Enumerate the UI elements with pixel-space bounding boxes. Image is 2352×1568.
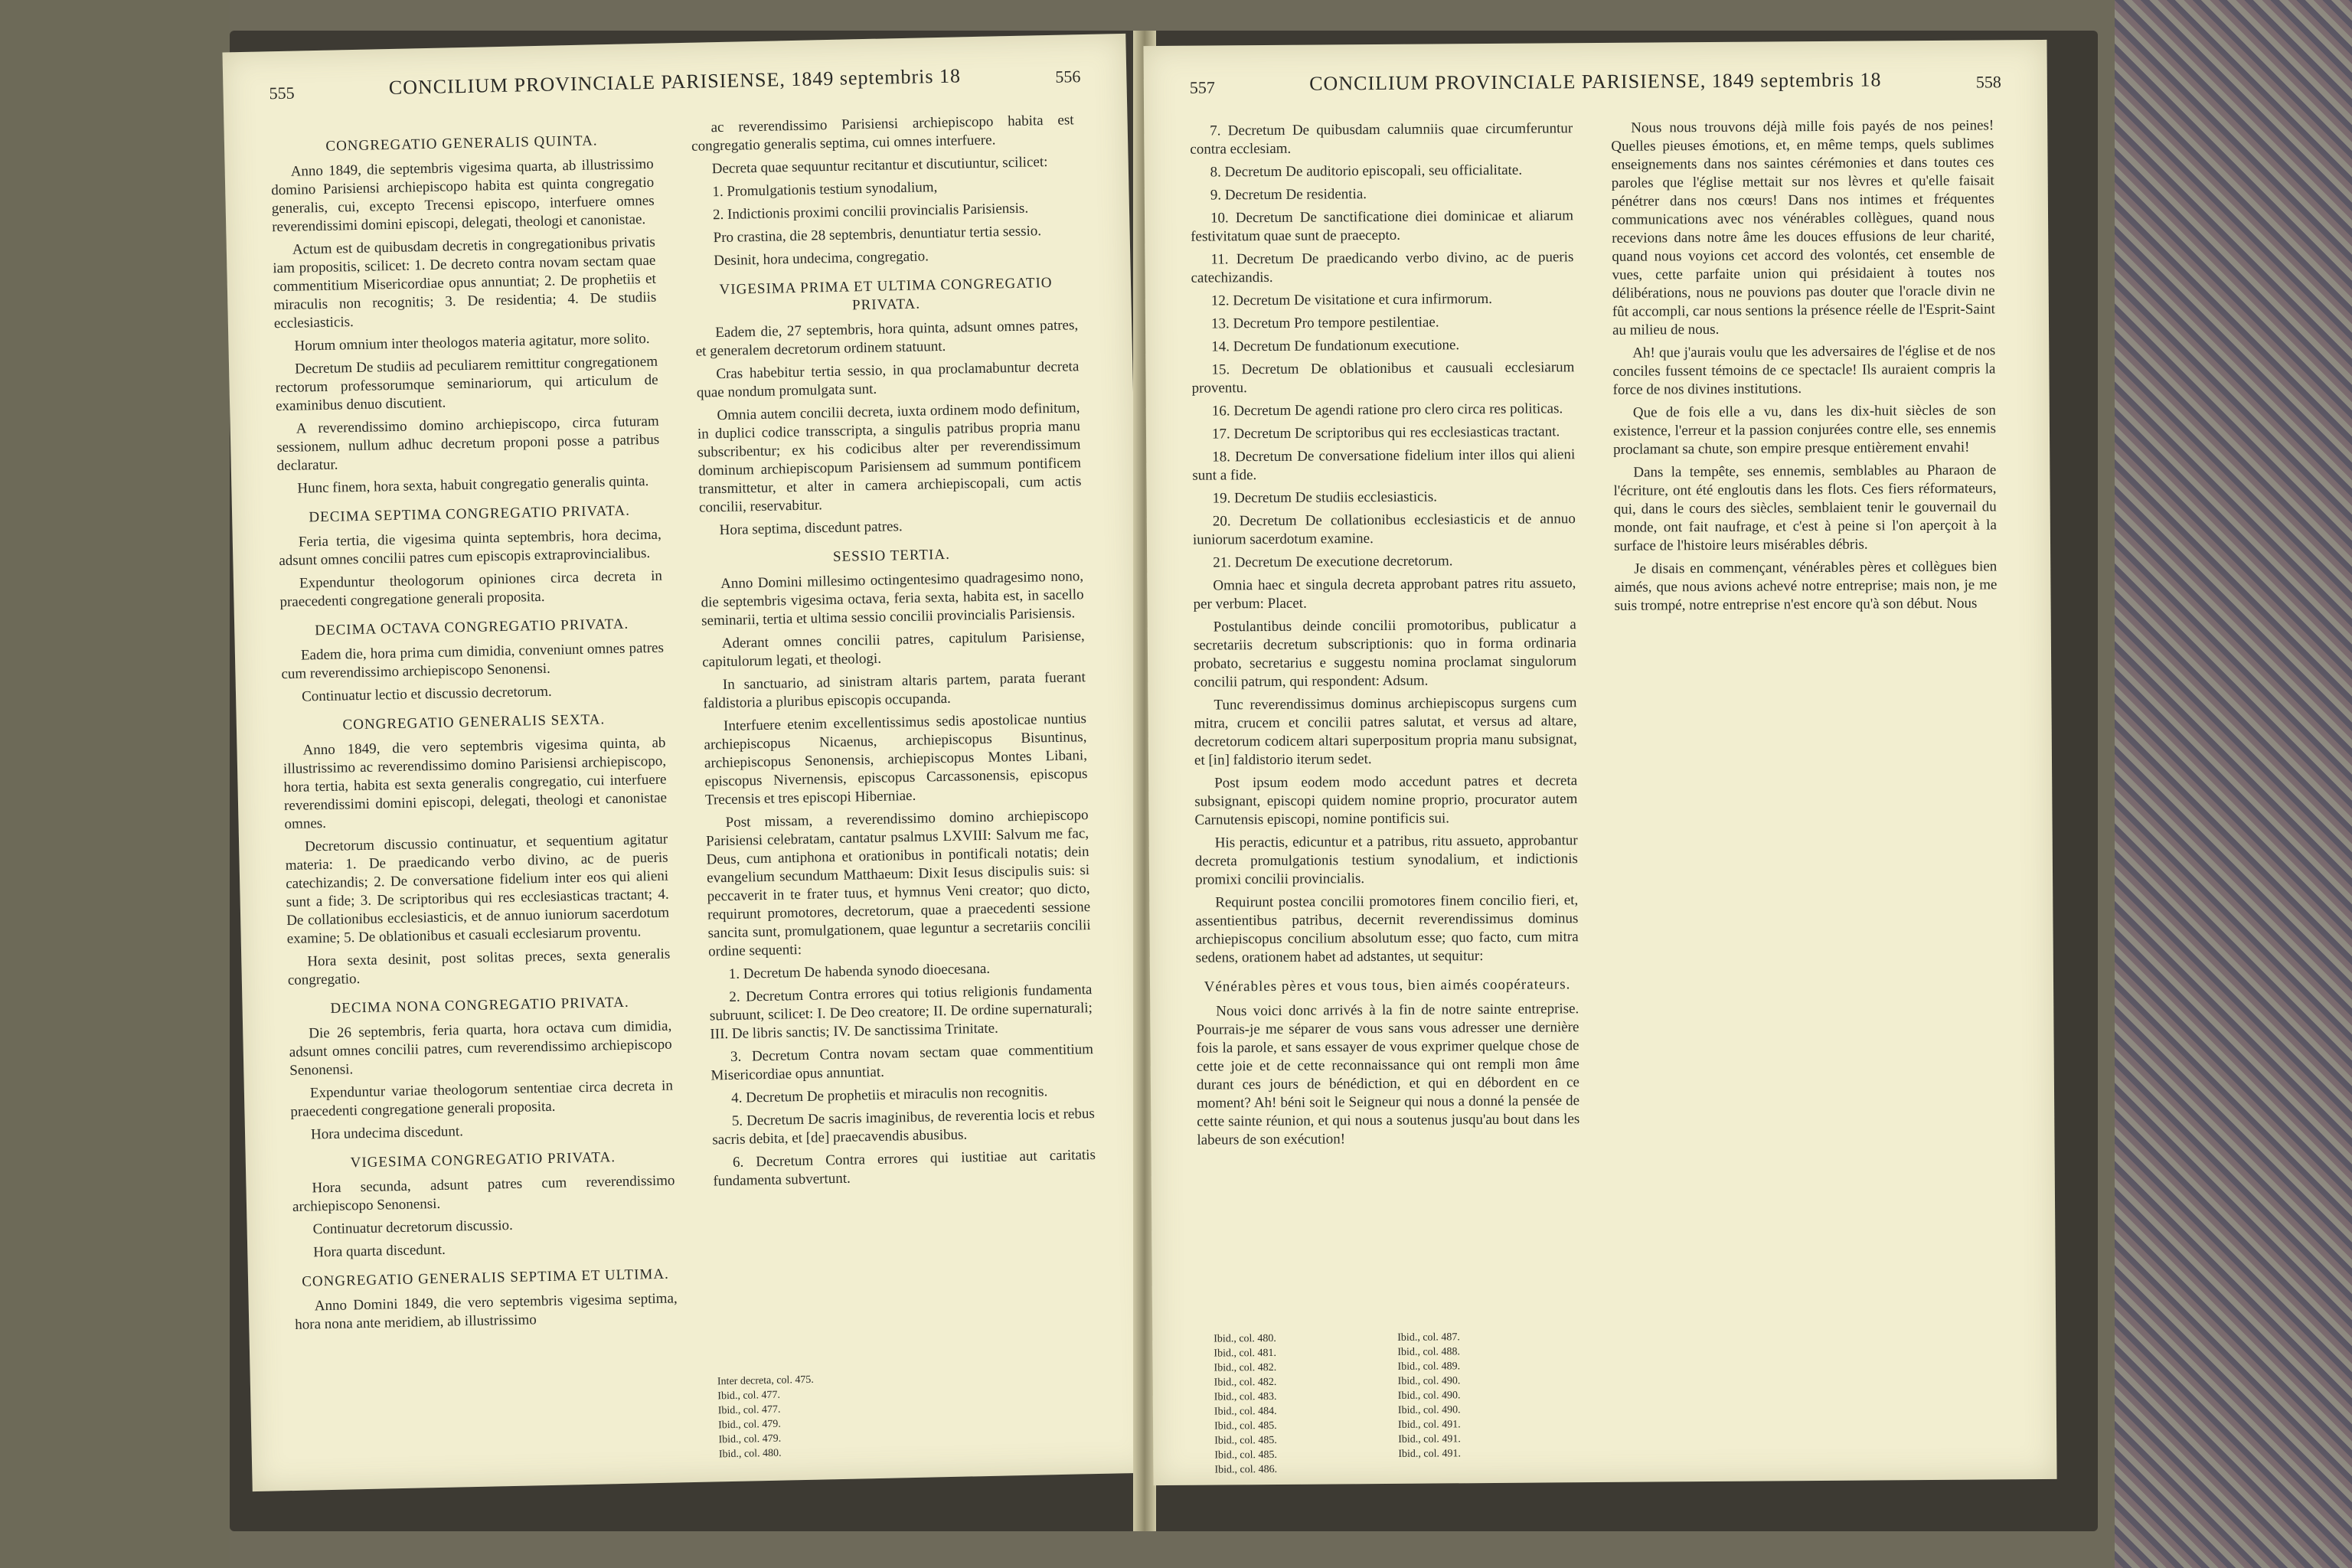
page-number-557: 557 [1189,77,1215,97]
paragraph: Die 26 septembris, feria quarta, hora octava cum dimidia, adsunt omnes concilii patres, cum reverendissimo archiepiscopo Senonensi. [289,1018,672,1080]
section-heading: VIGESIMA CONGREGATIO PRIVATA. [350,1149,616,1171]
paragraph: 14. Decretum De fundationum executione. [1211,337,1460,355]
right-page [1143,40,2056,1485]
footnote: Ibid., col. 491. [1398,1448,1462,1460]
paragraph: Expenduntur theologorum opiniones circa decreta in praecedenti congregatione generali proposita. [279,567,663,611]
paragraph: Hunc finem, hora sexta, habuit congregatio generalis quinta. [297,473,649,497]
paragraph: Omnia autem concilii decreta, iuxta ordinem modo definitum, in duplici codice transscripta, a singulis patribus propria manu subscribentur; ex his codicibus alter per reverendissimum dominum archiepiscopum Parisiensem ad summum pontificem transmittetur, et alter in camera archiepiscopali, cum actis concilii, reservabitur. [697,400,1082,516]
paragraph: Hora quarta discedunt. [313,1241,446,1261]
page-number-555: 555 [269,83,295,103]
paragraph: 21. Decretum De executione decretorum. [1213,553,1453,571]
left-page [222,34,1155,1491]
footnote: Ibid., col. 485. [1214,1449,1278,1462]
paragraph: Expenduntur variae theologorum sententiae circa decreta in praecedenti congregatione generali proposita. [290,1077,674,1120]
paragraph: Aderant omnes concilii patres, capitulum Parisiense, capitulorum legati, et theologi. [702,628,1085,671]
paragraph: Omnia haec et singula decreta approbant patres ritu assueto, per verbum: Placet. [1193,575,1576,612]
paragraph: 2. Decretum Contra errores qui totius religionis fundamenta subruunt, scilicet: I. De Deo creatore; II. De ordine supernaturali; III. De libris sanctis; IV. De sanctissima Trinitate. [709,982,1093,1043]
footnote: Ibid., col. 488. [1397,1346,1461,1358]
paragraph: Decreta quae sequuntur recitantur et discutiuntur, scilicet: [711,154,1048,178]
footnote: Ibid., col. 481. [1214,1347,1277,1360]
paragraph: Decretum De studiis ad peculiarem remittitur congregationem rectorum professorumque seminariorum, qui articulum de examinibus denuo discutient. [275,353,658,415]
left-page-footnotes [717,1373,815,1462]
background-left [0,0,230,1568]
section-heading: DECIMA NONA CONGREGATIO PRIVATA. [330,994,629,1017]
paragraph: Hora undecima discedunt. [310,1123,464,1143]
paragraph: 11. Decretum De praedicando verbo divino, ac de pueris catechizandis. [1191,249,1574,286]
footnote: Ibid., col. 483. [1214,1390,1277,1403]
paragraph: Que de fois elle a vu, dans les dix-huit siècles de son existence, l'erreur et la passion conjurées contre elle, ses ennemis proclamant sa chute, son empire presque entièrement envahi! [1612,402,1997,458]
page-number-558: 558 [1975,72,2001,92]
footnote: Ibid., col. 482. [1214,1376,1277,1389]
footnote: Ibid., col. 480. [718,1447,782,1461]
paragraph: Anno 1849, die vero septembris vigesima quinta, ab illustrissimo ac reverendissimo domino Parisiensi archiepiscopo, hora tertia, habita est sexta generalis congregatio, cui interfuere reverendissimi domini episcopi, delegati, theologi et canonistae omnes. [283,734,668,833]
paragraph: Postulantibus deinde concilii promotoribus, publicatur a secretariis decretum subscriptionis: quo in forma ordinaria probato, secretarius e suggestu nomina proclamat singulorum concilii patrum, qui respondent: Adsum. [1193,616,1577,691]
paragraph: Requirunt postea concilii promotores finem concilio fieri, et, assentientibus patribus, decernit reverendissimus dominus archiepiscopus concilium absolutum esse; quo facto, cum mitra sedens, orationem habet ad adstantes, ut sequitur: [1195,892,1579,966]
paragraph: Anno 1849, die septembris vigesima quarta, ab illustrissimo domino Parisiensi archiepiscopo habita est quinta congregatio generalis, cui, excepto Trecensi episcopo, interfuere omnes reverendissimi domini episcopi, delegati, theologi et canonistae. [271,155,655,236]
paragraph: Feria tertia, die vigesima quinta septembris, hora decima, adsunt omnes concilii patres cum episcopis extraprovincialibus. [279,526,662,570]
paragraph: ac reverendissimo Parisiensi archiepiscopo habita est congregatio generalis septima, cui omnes interfuere. [691,112,1074,155]
footnote: Ibid., col. 477. [717,1389,781,1403]
footnote: Ibid., col. 485. [1214,1419,1277,1432]
running-title: CONCILIUM PROVINCIALE PARISIENSE, 1849 septembris 18 [388,64,962,100]
paragraph: 13. Decretum Pro tempore pestilentiae. [1210,314,1439,332]
paragraph: 9. Decretum De residentia. [1210,186,1367,204]
right-page-footnotes-b [1397,1330,1461,1462]
section-heading: CONGREGATIO GENERALIS QUINTA. [325,132,598,155]
paragraph: Eadem die, hora prima cum dimidia, conveniunt omnes patres cum reverendissimo archiepiscopo Senonensi. [281,639,665,683]
paragraph: Nous nous trouvons déjà mille fois payés de nos peines! Quelles pieuses émotions, et, en même temps, quels sublimes enseignements dans nos saintes cérémonies et dans toutes ces paroles que l'église mettait sur nos lèvres et qu'elle faisait pénétrer dans nos cœurs! Dans nos intimes et fréquentes communications avec nos vénérables collègues, quand nous recevions dans notre âme les douces effusions de leur charité, quand nous voyions cet accord des volontés, cet ensemble de vues, cette parfaite union qui présidaient à toutes nos délibérations, nous ne pouvions pas douter que l'oracle divin ne fût accompli, car nous sentions la présence réelle de l'Esprit-Saint au milieu de nous. [1611,117,1995,338]
paragraph: Horum omnium inter theologos materia agitatur, more solito. [294,330,650,354]
paragraph: 19. Decretum De studiis ecclesiasticis. [1212,488,1438,507]
paragraph: 5. Decretum De sacris imaginibus, de reverentia locis et rebus sacris debita, et [de] praecavendis abusibus. [712,1106,1095,1148]
paragraph: 12. Decretum De visitatione et cura infirmorum. [1210,290,1493,309]
paragraph: Pro crastina, die 28 septembris, denuntiatur tertia sessio. [713,223,1042,247]
running-title: CONCILIUM PROVINCIALE PARISIENSE, 1849 septembris 18 [1309,68,1882,95]
paragraph: Hora sexta desinit, post solitas preces, sexta generalis congregatio. [287,946,671,989]
paragraph: Hora secunda, adsunt patres cum reverendissimo archiepiscopo Senonensi. [292,1172,675,1215]
footnote: Ibid., col. 479. [718,1432,782,1446]
paragraph: Eadem die, 27 septembris, hora quinta, adsunt omnes patres, et generalem decretorum ordinem statuunt. [695,317,1079,360]
paragraph: Continuatur decretorum discussio. [312,1217,514,1238]
footnote: Inter decreta, col. 475. [717,1374,815,1388]
right-page-column-2 [1611,116,1998,619]
paragraph: Je disais en commençant, vénérables pères et collègues bien aimés, que nous avions achevé notre entreprise; mais non, je me suis trompé, notre entreprise n'est encore qu'à son début. Nous [1614,558,1998,614]
footnote: Ibid., col. 480. [1214,1332,1276,1345]
paragraph: Actum est de quibusdam decretis in congregationibus privatis iam propositis, scilicet: 1. De decreto contra novam sectam quae commentitium Misericordiae opus annuntiat; 2. De prophetiis et miraculis non recognitis; 3. De residentia; 4. De studiis ecclesiasticis. [273,234,657,332]
paragraph: 1. Promulgationis testium synodalium, [712,179,938,201]
paragraph: In sanctuario, ad sinistram altaris partem, parata fuerant faldistoria a pluribus episcopis occupanda. [703,669,1086,712]
footnote: Ibid., col. 487. [1397,1331,1460,1344]
paragraph: Dans la tempête, ses ennemis, semblables au Pharaon de l'écriture, ont été engloutis dans les flots. Ces fiers réformateurs, qui, dans le cours des siècles, semblaient tenir le gouvernail du monde, ont fait naufrage, et c'est à peine si l'on aperçoit à la surface de l'histoire leurs misérables débris. [1613,462,1997,554]
paragraph: Decretorum discussio continuatur, et sequentium agitatur materia: 1. De praedicando verbo divino, ac de pueris catechizandis; 2. De conversatione fidelium inter eos qui alieni sunt a fide; 3. De scriptoribus qui res ecclesiasticas tractant; 4. De collationibus ecclesiasticis, et de annuo iuniorum sacerdotum examine; 5. De oblationibus et casuali ecclesiarum proventu. [285,831,670,948]
footnote: Ibid., col. 479. [717,1418,781,1432]
paragraph: Cras habebitur tertia sessio, in qua proclamabuntur decreta quae nondum promulgata sunt. [696,358,1080,401]
left-page-header [269,62,1081,109]
paragraph: Tunc reverendissimus dominus archiepiscopus surgens cum mitra, crucem et concilii patres salutat, et versus ad altare, decretorum codicem altari superpositum propria manu subsignat, et [in] faldistorio iterum sedet. [1194,694,1577,769]
paragraph: Anno Domini millesimo octingentesimo quadragesimo nono, die septembris vigesima octava, feria sexta, habita est, in sacello seminarii, tertia et ultima sessio concilii provincialis Parisiensis. [701,568,1084,629]
footnote: Ibid., col. 486. [1214,1463,1278,1476]
footnote: Ibid., col. 490. [1397,1390,1461,1402]
paragraph: Nous voici donc arrivés à la fin de notre sainte entreprise. Pourrais-je me séparer de vous sans vous adresser une dernière fois la parole, et sans essayer de vous exprimer quelque chose de cette joie et de cette reconnaissance qui ont rempli mon âme durant ces jours de bénédiction, et qui en débordent en ce moment? Ah! béni soit le Seigneur qui nous a donné la pensée de cette sainte réunion, et qui nous a soutenus jusqu'au bout dans les labeurs de son exécution! [1196,1001,1580,1148]
paragraph: 15. Decretum De oblationibus et causuali ecclesiarum proventu. [1191,359,1575,397]
section-heading: CONGREGATIO GENERALIS SEPTIMA ET ULTIMA. [302,1266,670,1290]
paragraph: Continuatur lectio et discussio decretorum. [301,683,552,705]
footnote: Ibid., col. 490. [1397,1375,1461,1387]
paragraph: 20. Decretum De collationibus ecclesiasticis et de annuo iuniorum sacerdotum examine. [1192,511,1576,548]
paragraph: Desinit, hora undecima, congregatio. [714,248,929,270]
paragraph: Anno Domini 1849, die vero septembris vigesima septima, hora nona ante meridiem, ab illustrissimo [295,1290,678,1333]
paragraph: Post ipsum eodem modo accedunt patres et decreta subsignant, episcopi quidem nomine proprio, procurator autem Carnutensis episcopi, nomine pontificis sui. [1194,773,1578,828]
footnote: Ibid., col. 490. [1397,1404,1461,1416]
left-page-column-1 [270,120,678,1339]
paragraph: 10. Decretum De sanctificatione diei dominicae et aliarum festivitatum quae sunt de praecepto. [1191,207,1574,245]
footnote: Ibid., col. 482. [1214,1361,1277,1374]
footnote: Ibid., col. 491. [1398,1433,1461,1446]
paragraph: 7. Decretum De quibusdam calumniis quae circumferuntur contra ecclesiam. [1190,120,1573,158]
right-page-header [1190,67,2001,103]
section-heading: VIGESIMA PRIMA ET ULTIMA CONGREGATIO PRIVATA. [719,274,1053,314]
footnote: Ibid., col. 485. [1214,1434,1277,1447]
footnote: Ibid., col. 484. [1214,1405,1277,1418]
section-heading: DECIMA SEPTIMA CONGREGATIO PRIVATA. [309,502,631,526]
paragraph: Post missam, a reverendissimo domino archiepiscopo Parisiensi celebratam, cantatur psalmus LXVIII: Salvum me fac, Deus, cum antiphona et orationibus in pontificali notatis; dein evangelium secundum Matthaeum: Dixit Iesus discipulis suis: si peccaverit in te frater tuus, et hymnus Veni creator; quo dicto, requirunt promotores, decretorum, quae a praecedenti sessione sancita sunt, promulgationem, quae leguntur a secretariis concilii ordine sequenti: [705,807,1091,960]
paragraph: Hora septima, discedunt patres. [719,518,903,539]
section-heading: Vénérables pères et vous tous, bien aimés coopérateurs. [1204,976,1571,995]
footnote: Ibid., col. 491. [1397,1419,1461,1431]
paragraph: 3. Decretum Contra novam sectam quae commentitium Misericordiae opus annuntiat. [710,1041,1094,1084]
paragraph: 6. Decretum Contra errores qui iustitiae aut caritatis fundamenta subvertunt. [713,1146,1096,1190]
section-heading: SESSIO TERTIA. [832,546,951,566]
paragraph: Ah! que j'aurais voulu que les adversaires de l'église et de nos conciles fussent témoins de ce spectacle! Ils auraient compris la force de nos divines institutions. [1612,342,1996,398]
paragraph: 8. Decretum De auditorio episcopali, seu officialitate. [1210,162,1523,181]
footnote: Ibid., col. 477. [717,1403,781,1417]
footnote: Ibid., col. 489. [1397,1361,1461,1373]
section-heading: CONGREGATIO GENERALIS SEXTA. [342,711,606,733]
section-heading: DECIMA OCTAVA CONGREGATIO PRIVATA. [315,616,629,639]
paragraph: 2. Indictionis proximi concilii provincialis Parisiensis. [712,200,1029,224]
right-page-column-1 [1190,119,1579,1154]
paragraph: 4. Decretum De prophetiis et miraculis non recognitis. [730,1083,1048,1106]
paragraph: 18. Decretum De conversatione fidelium inter illos qui alieni sunt a fide. [1192,446,1576,484]
carpet-background [2115,0,2352,1568]
paragraph: A reverendissimo domino archiepiscopo, circa futuram sessionem, nullum adhuc decretum proponi posse a patribus declaratur. [276,413,660,475]
left-page-column-2 [691,111,1096,1195]
paragraph: Interfuere etenim excellentissimus sedis apostolicae nuntius archiepiscopus Nicaenus, archiepiscopus Bisuntinus, archiepiscopus Senonensis, archiepiscopus Montes Libani, episcopus Nivernensis, episcopus Carcassonensis, episcopus Trecensis et tres episcopi Hiberniae. [704,710,1088,808]
paragraph: His peractis, edicuntur et a patribus, ritu assueto, approbantur decreta promulgationis testium synodalium, et indictionis promixi concilii provincialis. [1194,832,1578,888]
page-number-556: 556 [1055,67,1081,87]
paragraph: 1. Decretum De habenda synodo dioecesana. [728,960,991,982]
right-page-footnotes-a [1214,1331,1277,1478]
paragraph: 17. Decretum De scriptoribus qui res ecclesiasticas tractant. [1211,423,1560,443]
paragraph: 16. Decretum De agendi ratione pro clero circa res politicas. [1211,400,1563,420]
